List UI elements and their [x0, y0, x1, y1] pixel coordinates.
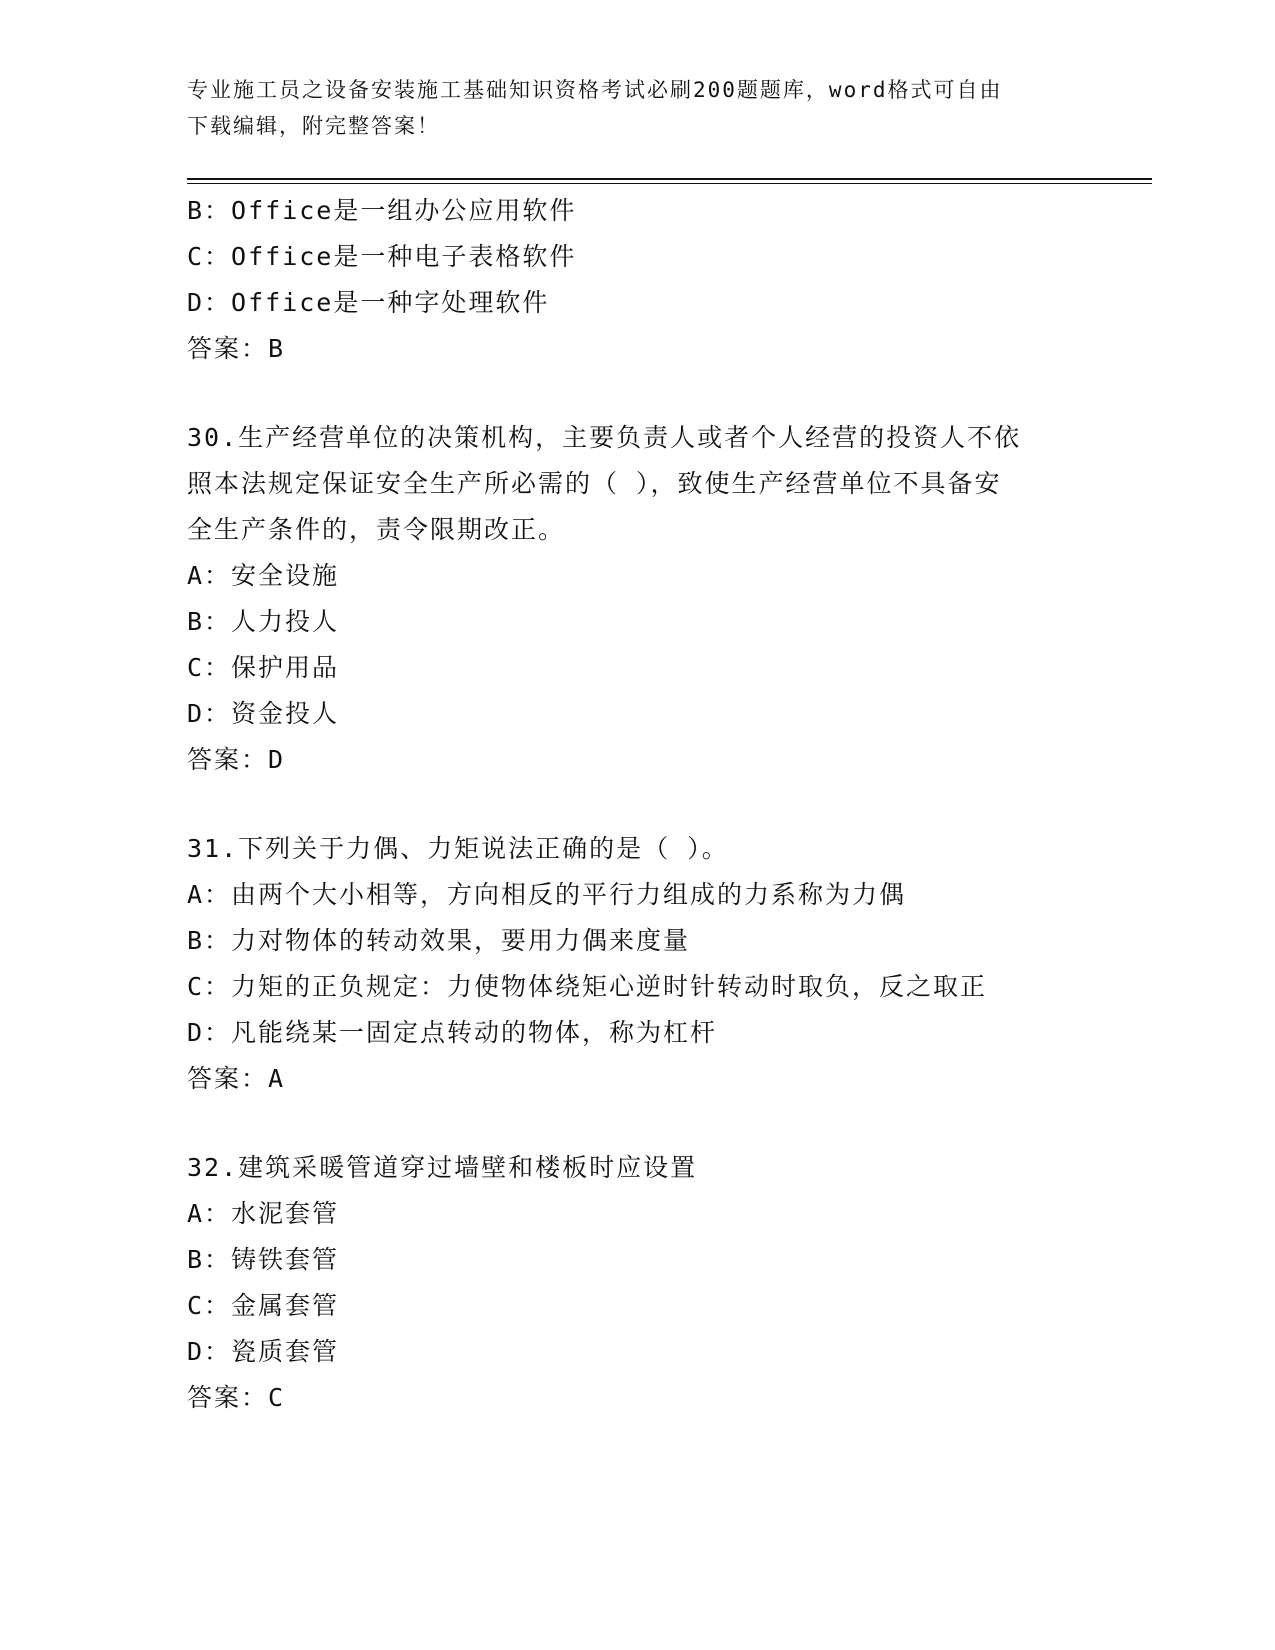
option-a: A：安全设施 [187, 561, 340, 590]
option-b: B：人力投人 [187, 607, 340, 636]
question-block-32 [187, 1145, 1087, 1421]
header-line-1: 专业施工员之设备安装施工基础知识资格考试必刷200题题库，word格式可自由 [187, 78, 1003, 102]
header-line-2: 下载编辑，附完整答案！ [187, 114, 440, 138]
question-stem-line: 32.建筑采暖管道穿过墙壁和楼板时应设置 [187, 1153, 698, 1182]
document-body [187, 188, 1087, 1421]
option-d: D：瓷质套管 [187, 1337, 340, 1366]
question-stem-line: 31.下列关于力偶、力矩说法正确的是（ ）。 [187, 834, 729, 863]
option-d: D：凡能绕某一固定点转动的物体，称为杠杆 [187, 1018, 718, 1047]
option-c: C：力矩的正负规定：力使物体绕矩心逆时针转动时取负，反之取正 [187, 972, 988, 1001]
question-stem-line: 照本法规定保证安全生产所必需的（ ），致使生产经营单位不具备安 [187, 469, 1002, 498]
answer-line: 答案：B [187, 334, 286, 363]
question-block-29 [187, 188, 1087, 372]
option-a: A：水泥套管 [187, 1199, 340, 1228]
answer-line: 答案：A [187, 1064, 286, 1093]
option-d: D：Office是一种字处理软件 [187, 288, 550, 317]
spacer [187, 372, 1087, 415]
question-block-30 [187, 415, 1087, 783]
option-c: C：Office是一种电子表格软件 [187, 242, 577, 271]
option-b: B：铸铁套管 [187, 1245, 340, 1274]
document-header [187, 72, 1067, 144]
option-c: C：保护用品 [187, 653, 340, 682]
option-c: C：金属套管 [187, 1291, 340, 1320]
header-rule-thin [187, 183, 1152, 184]
option-a: A：由两个大小相等，方向相反的平行力组成的力系称为力偶 [187, 880, 907, 909]
option-b: B：Office是一组办公应用软件 [187, 196, 577, 225]
answer-line: 答案：D [187, 745, 286, 774]
option-d: D：资金投人 [187, 699, 340, 728]
answer-line: 答案：C [187, 1383, 286, 1412]
spacer [187, 783, 1087, 826]
header-rule-thick [187, 178, 1152, 180]
question-stem-line: 全生产条件的，责令限期改正。 [187, 515, 566, 544]
question-stem-line: 30.生产经营单位的决策机构，主要负责人或者个人经营的投资人不依 [187, 423, 1022, 452]
option-b: B：力对物体的转动效果，要用力偶来度量 [187, 926, 691, 955]
spacer [187, 1102, 1087, 1145]
question-block-31 [187, 826, 1087, 1102]
